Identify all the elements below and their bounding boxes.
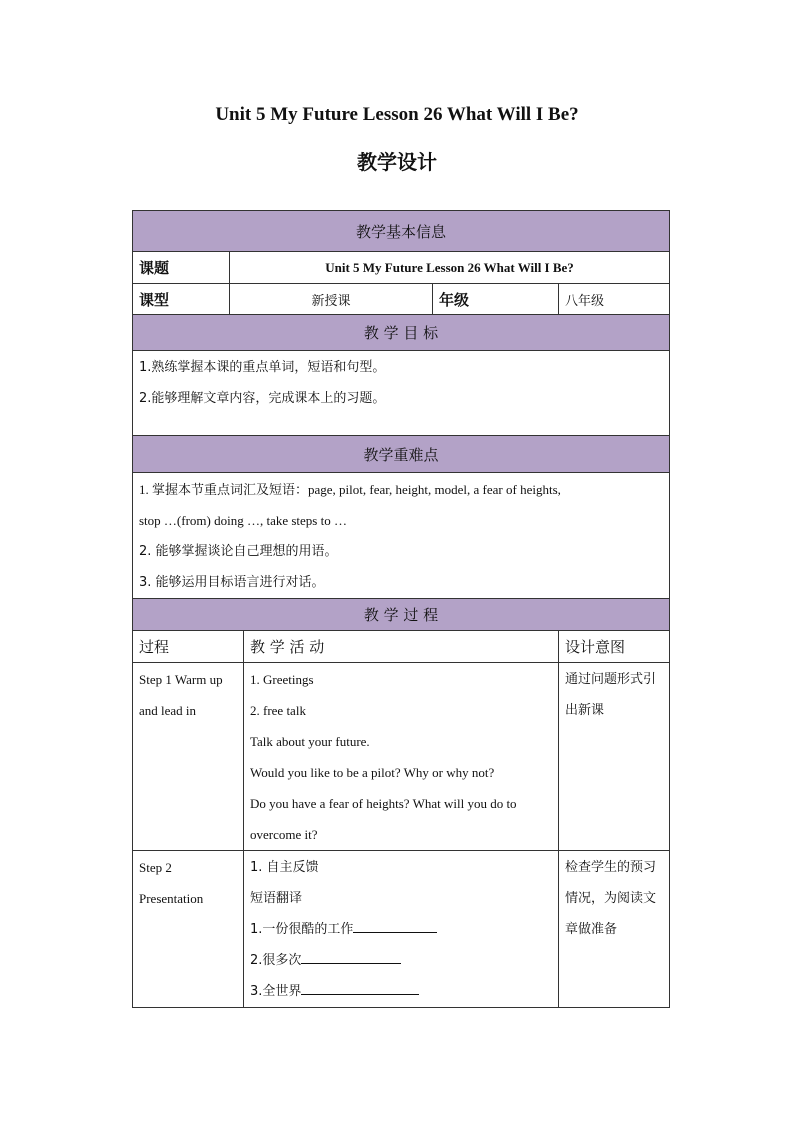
topic-row [133, 252, 670, 284]
activity-line: 短语翻译 [250, 891, 303, 906]
grade-value: 八年级 [559, 284, 670, 315]
step1-activity [244, 663, 559, 851]
document-title: Unit 5 My Future Lesson 26 What Will I Be? [215, 104, 579, 125]
basic-info-header-row [133, 211, 670, 252]
intent-line: 通过问题形式引 [565, 672, 657, 687]
translation-prompt: 2.很多次 [250, 953, 302, 968]
keypoints-header: 教学重难点 [133, 436, 670, 473]
step2-activity [244, 851, 559, 1008]
process-row-step2 [133, 851, 670, 1008]
col-step-header: 过程 [133, 631, 244, 663]
answer-blank[interactable] [301, 951, 401, 964]
goal-item: 2.能够理解文章内容，完成课本上的习题。 [139, 391, 386, 406]
goal-item: 1.熟练掌握本课的重点单词，短语和句型。 [139, 360, 386, 375]
col-activity-header: 教 学 活 动 [244, 631, 559, 663]
goals-row [133, 351, 670, 436]
intent-line: 情况，为阅读文 [565, 891, 657, 906]
lesson-plan-table [132, 210, 670, 1008]
keypoints-content [133, 473, 670, 599]
activity-line: Do you have a fear of heights? What will you do to [250, 796, 517, 811]
step-line: and lead in [139, 703, 197, 718]
translation-item [250, 976, 552, 1007]
step1-intent [559, 663, 670, 851]
keypoint-item: 3. 能够运用目标语言进行对话。 [139, 575, 325, 590]
process-row-step1 [133, 663, 670, 851]
intent-line: 检查学生的预习 [565, 860, 657, 875]
activity-line: 1. 自主反馈 [250, 860, 319, 875]
col-intent-header: 设计意图 [559, 631, 670, 663]
topic-value: Unit 5 My Future Lesson 26 What Will I Be? [230, 252, 670, 284]
answer-blank[interactable] [353, 920, 437, 933]
type-grade-row [133, 284, 670, 315]
step-line: Step 2 [139, 860, 172, 875]
intent-line: 出新课 [565, 703, 605, 718]
activity-line: 1. Greetings [250, 672, 314, 687]
step-line: Step 1 Warm up [139, 672, 223, 687]
translation-prompt: 1.一份很酷的工作 [250, 922, 354, 937]
process-columns-row [133, 631, 670, 663]
step1-cell [133, 663, 244, 851]
keypoint-item: 2. 能够掌握谈论自己理想的用语。 [139, 544, 338, 559]
grade-label: 年级 [433, 284, 559, 315]
activity-line: Would you like to be a pilot? Why or why not? [250, 765, 495, 780]
keypoint-item: stop …(from) doing …, take steps to … [139, 513, 347, 528]
step2-intent [559, 851, 670, 1008]
translation-prompt: 3.全世界 [250, 984, 302, 999]
keypoint-item: 1. 掌握本节重点词汇及短语：page, pilot, fear, height, model, a fear of heights, [139, 482, 561, 497]
type-value: 新授课 [230, 284, 433, 315]
basic-info-header: 教学基本信息 [133, 211, 670, 252]
goals-content [133, 351, 670, 436]
intent-line: 章做准备 [565, 922, 618, 937]
topic-label: 课题 [133, 252, 230, 284]
keypoints-row [133, 473, 670, 599]
goals-header-row [133, 315, 670, 351]
type-label: 课型 [133, 284, 230, 315]
process-header: 教 学 过 程 [133, 599, 670, 631]
step2-cell [133, 851, 244, 1008]
activity-line: overcome it? [250, 827, 318, 842]
translation-item [250, 945, 552, 976]
goals-header: 教 学 目 标 [133, 315, 670, 351]
process-header-row [133, 599, 670, 631]
translation-item [250, 914, 552, 945]
answer-blank[interactable] [301, 982, 419, 995]
keypoints-header-row [133, 436, 670, 473]
step-line: Presentation [139, 891, 204, 906]
activity-line: Talk about your future. [250, 734, 370, 749]
activity-line: 2. free talk [250, 703, 306, 718]
document-subtitle: 教学设计 [357, 150, 437, 174]
